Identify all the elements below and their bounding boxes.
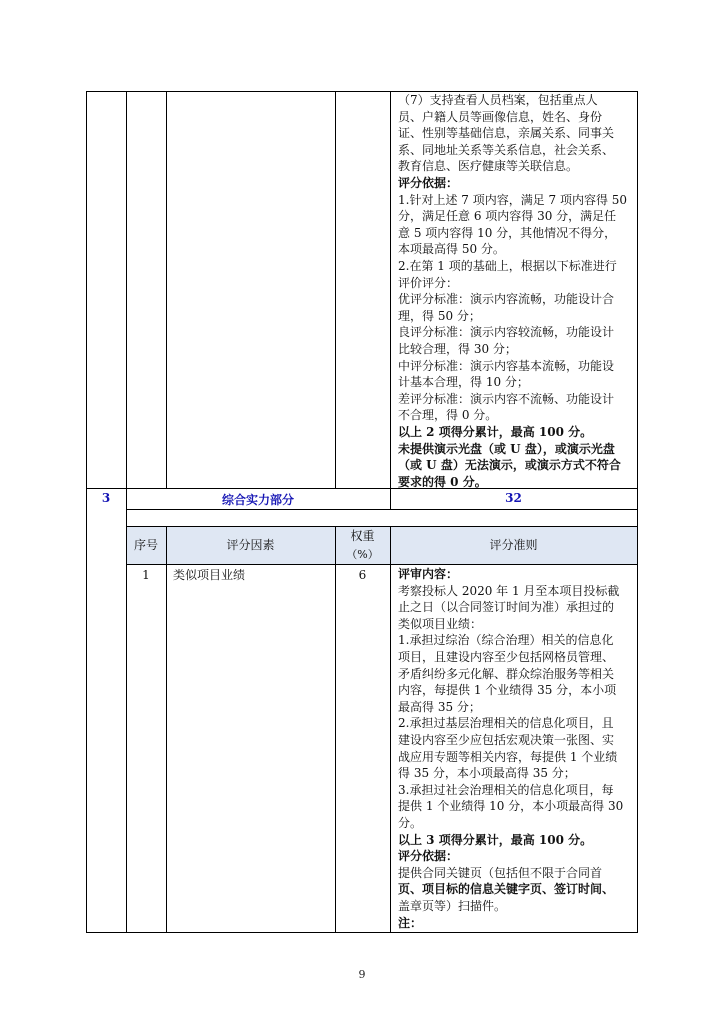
criteria-line: 2.在第 1 项的基础上，根据以下标准进行 — [398, 259, 617, 273]
criteria-line: 提供合同关键页（包括但不限于合同首 — [398, 865, 603, 880]
header-seq: 序号 — [133, 538, 158, 552]
criteria-line: 1.针对上述 7 项内容，满足 7 项内容得 50 — [398, 192, 628, 207]
criteria-line: 战应用专题等相关内容，每提供 1 个业绩 — [398, 749, 618, 764]
table-divider — [126, 91, 127, 489]
criteria-line: 比较合理，得 30 分； — [398, 342, 517, 356]
criteria-line: 不合理，得 0 分。 — [398, 408, 498, 423]
criteria-line: 优评分标准：演示内容流畅，功能设计合 — [398, 292, 615, 307]
criteria-line: 本项最高得 50 分。 — [398, 242, 505, 257]
header-weight: 权重 — [350, 529, 375, 543]
section-score: 32 — [505, 491, 522, 505]
criteria-line: 内容，每提供 1 个业绩得 35 分，本小项 — [398, 683, 617, 698]
criteria-line: 注： — [398, 915, 423, 930]
row1-weight: 6 — [358, 568, 367, 582]
row1-factor: 类似项目业绩 — [173, 568, 246, 582]
criteria-line: 证、性别等基础信息，亲属关系、同事关 — [398, 126, 615, 141]
table-row-border — [126, 509, 638, 510]
criteria-line: 未提供演示光盘（或 U 盘），或演示光盘 — [398, 441, 615, 456]
criteria-line: 3.承担过社会治理相关的信息化项目，每 — [398, 782, 614, 797]
table-row-border — [86, 488, 638, 489]
section-title: 综合实力部分 — [221, 493, 294, 507]
table-border-right — [637, 488, 638, 933]
criteria-line: 考察投标人 2020 年 1 月至本项目投标截 — [398, 583, 620, 598]
criteria-line: 良评分标准：演示内容较流畅，功能设计 — [398, 325, 615, 340]
criteria-line: 意 5 项内容得 10 分，其他情况不得分， — [398, 225, 617, 240]
criteria-line: 止之日（以合同签订时间为准）承担过的 — [398, 600, 615, 615]
table-divider — [166, 91, 167, 489]
criteria-line: 矛盾纠纷多元化解、群众综治服务等相关 — [398, 666, 615, 681]
table-divider — [166, 526, 167, 933]
criteria-line: 盖章页等）扫描件。 — [398, 899, 507, 913]
criteria-line: 类似项目业绩： — [398, 616, 483, 631]
criteria-line: 以上 2 项得分累计，最高 100 分。 — [398, 425, 593, 439]
header-weight-unit: （%） — [346, 548, 379, 561]
header-criteria: 评分准则 — [489, 538, 538, 552]
criteria-line: 项目，且建设内容至少包括网格员管理、 — [398, 650, 615, 664]
table-row-border — [126, 564, 638, 565]
criteria-line: 评分依据： — [398, 849, 459, 864]
criteria-line: 2.承担过基层治理相关的信息化项目，且 — [398, 716, 614, 731]
table-divider — [335, 526, 336, 933]
table-divider — [390, 91, 391, 489]
criteria-line: 得 35 分，本小项最高得 35 分； — [398, 766, 576, 781]
criteria-line: 差评分标准：演示内容不流畅、功能设计 — [398, 391, 615, 406]
criteria-line: 要求的得 0 分。 — [398, 474, 487, 489]
criteria-line: 以上 3 项得分累计，最高 100 分。 — [398, 832, 593, 847]
criteria-line: 1.承担过综治（综合治理）相关的信息化 — [398, 633, 614, 648]
page-number: 9 — [358, 968, 366, 981]
section-number: 3 — [101, 491, 111, 505]
table-border-left — [86, 91, 87, 489]
criteria-line: （7）支持查看人员档案，包括重点人 — [398, 93, 598, 107]
criteria-line: 最高得 35 分； — [398, 699, 481, 714]
criteria-line: 建设内容至少应包括宏观决策一张图、实 — [398, 733, 615, 747]
criteria-line: 计基本合理，得 10 分； — [398, 375, 529, 390]
criteria-line: 分。 — [398, 816, 423, 830]
criteria-line: 教育信息、医疗健康等关联信息。 — [398, 159, 579, 174]
table-bottom-border — [86, 932, 638, 933]
criteria-line: 评审内容： — [398, 567, 459, 581]
table-divider — [390, 526, 391, 933]
row1-seq: 1 — [142, 568, 150, 582]
criteria-line: 提供 1 个业绩得 10 分，本小项最高得 30 — [398, 799, 624, 814]
criteria-line: 评价评分： — [398, 275, 459, 290]
criteria-line: 理，得 50 分； — [398, 308, 481, 323]
criteria-line: 页、项目标的信息关键字页、签订时间、 — [398, 882, 615, 897]
criteria-line: 中评分标准：演示内容基本流畅，功能设 — [398, 358, 615, 373]
table-divider — [335, 91, 336, 489]
criteria-line: 员、户籍人员等画像信息，姓名、身份 — [398, 109, 603, 124]
criteria-line: （或 U 盘）无法演示，或演示方式不符合 — [398, 458, 621, 473]
table-border-left — [86, 488, 87, 933]
criteria-line: 系、同地址关系等关系信息，社会关系、 — [398, 142, 615, 157]
criteria-line: 分，满足任意 6 项内容得 30 分，满足任 — [398, 209, 617, 224]
criteria-line: 评分依据： — [398, 176, 459, 190]
header-factor: 评分因素 — [226, 538, 275, 552]
table-border-right — [637, 91, 638, 489]
